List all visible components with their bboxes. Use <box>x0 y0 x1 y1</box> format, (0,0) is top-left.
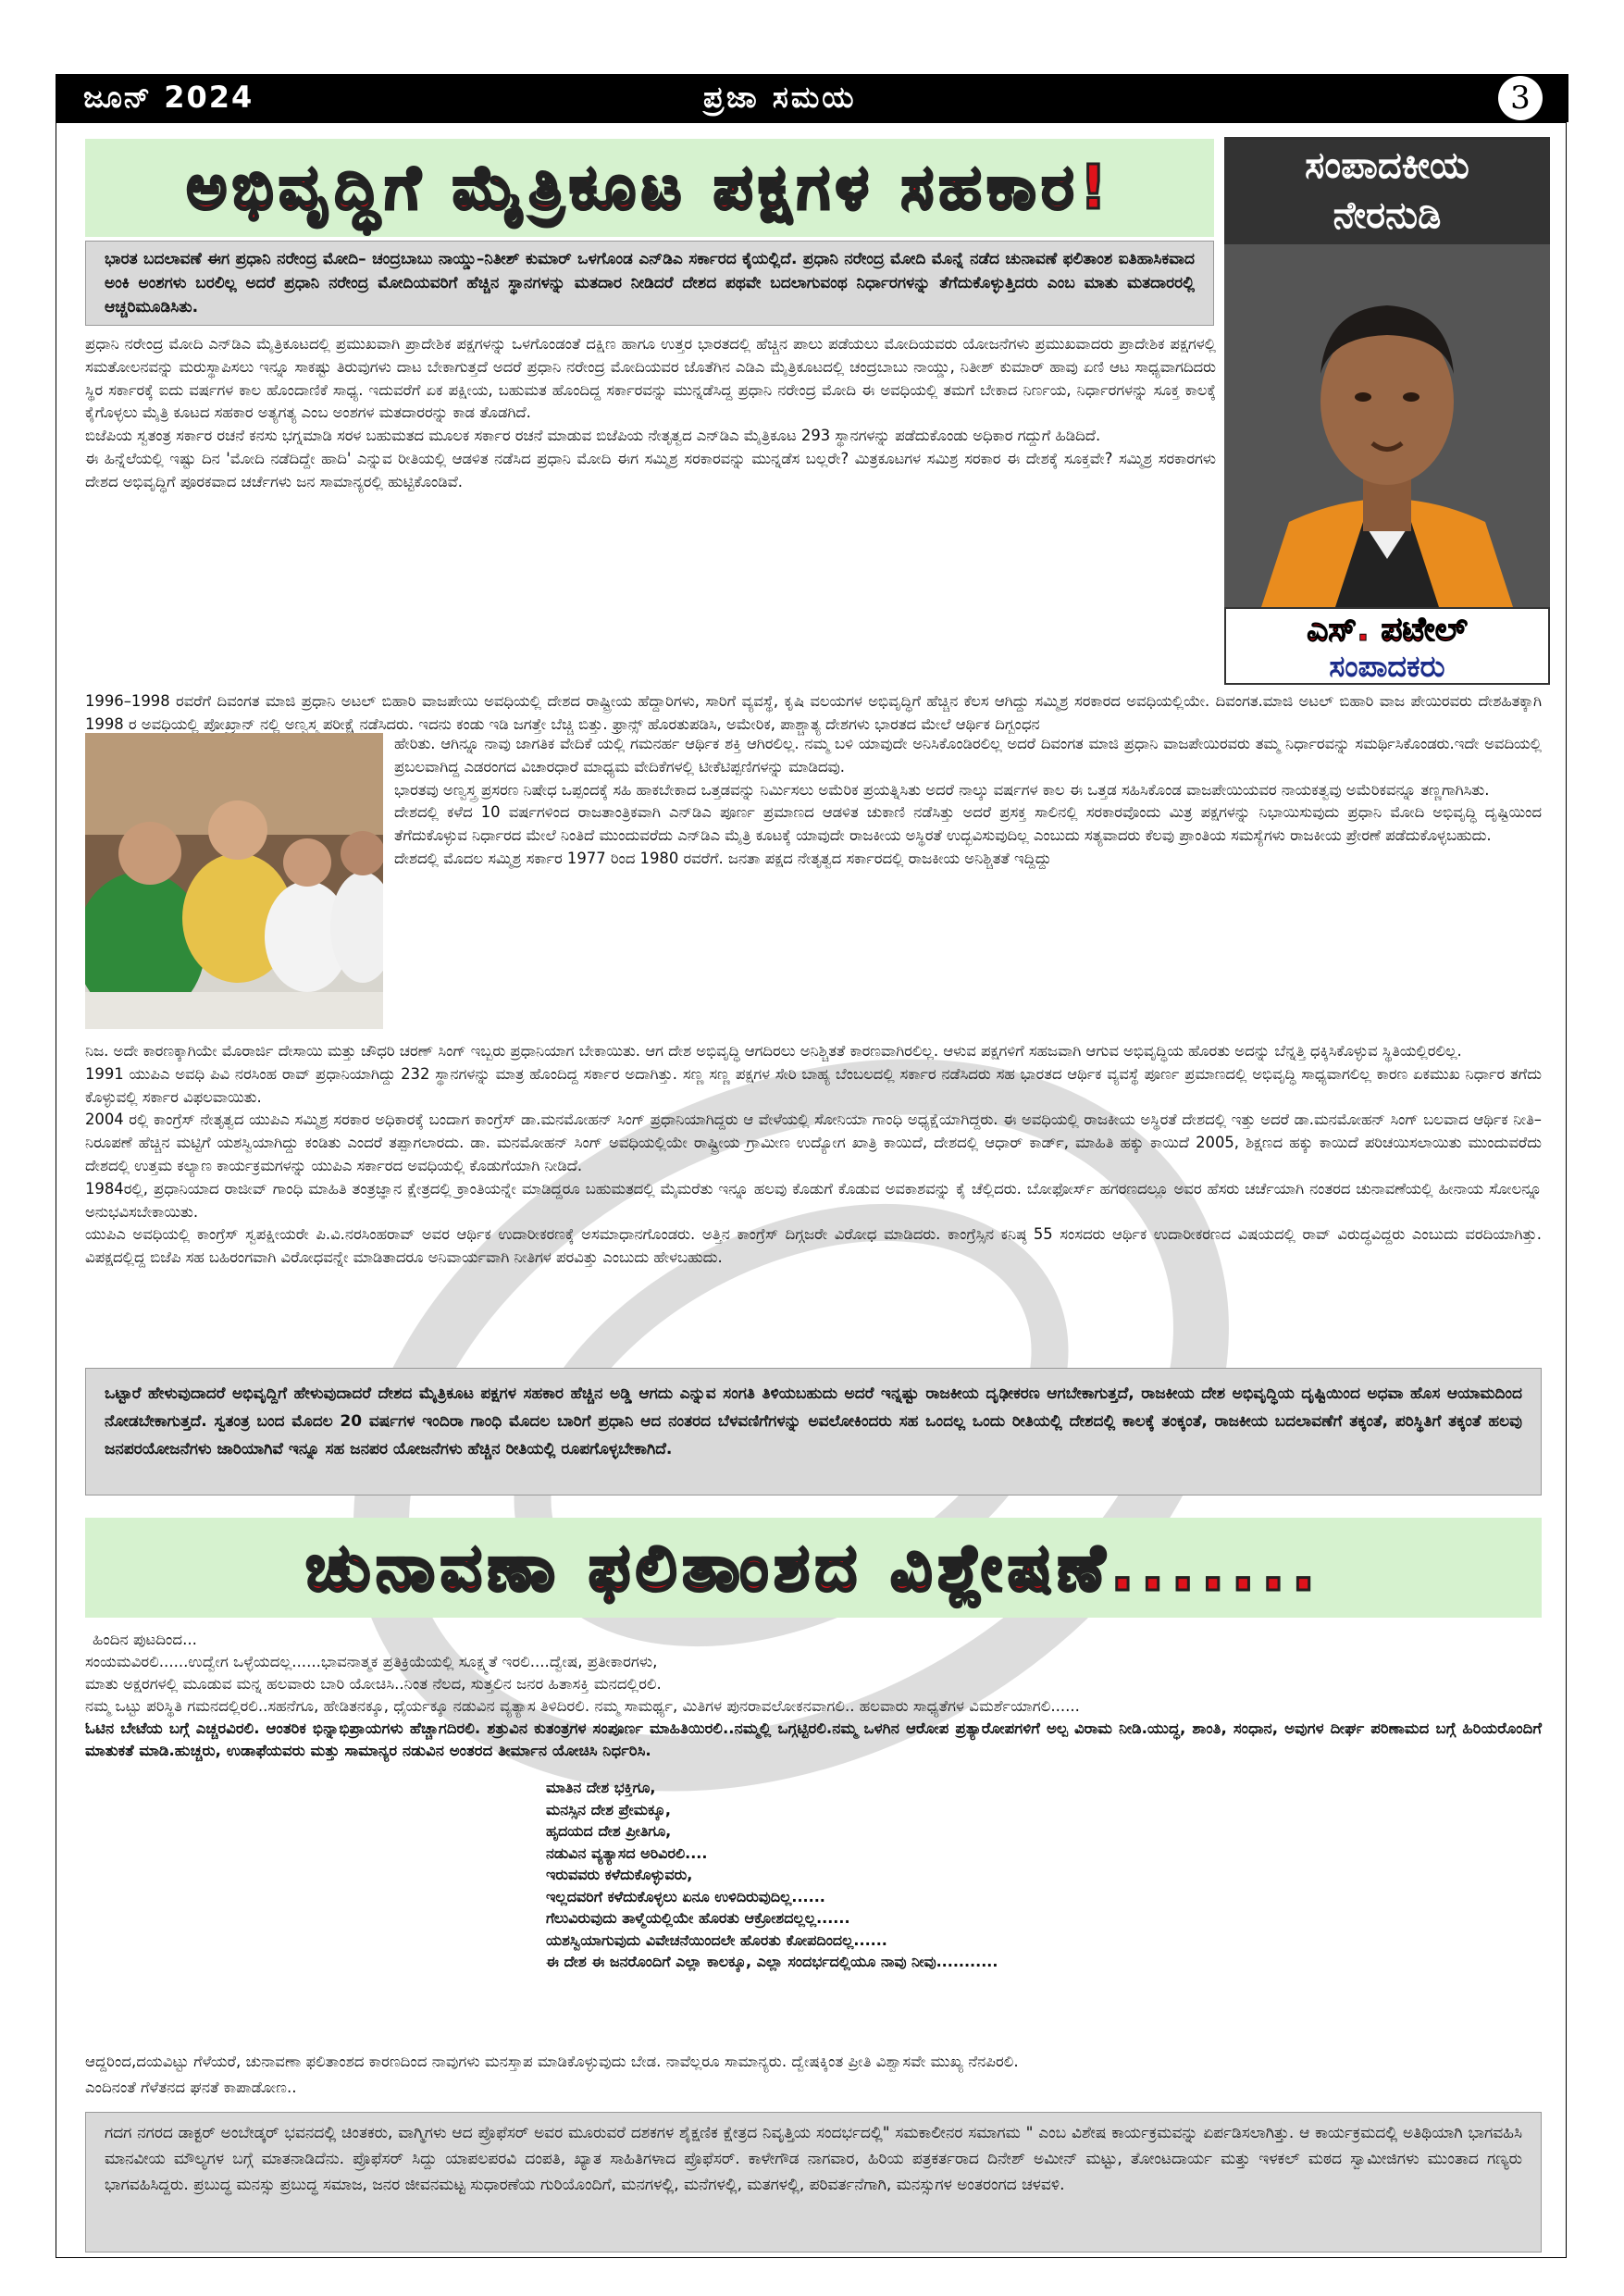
main-headline: ಅಭಿವೃದ್ಧಿಗೆ ಮೈತ್ರಿಕೂಟ ಪಕ್ಷಗಳ ಸಹಕಾರ! <box>85 139 1214 237</box>
paragraph: ಆದ್ದರಿಂದ,ದಯವಿಟ್ಟು ಗೆಳೆಯರೆ, ಚುನಾವಣಾ ಫಲಿತಾಂಶದ ಕಾರಣದಿಂದ ನಾವುಗಳು ಮನಸ್ತಾಪ ಮಾಡಿಕೊಳ್ಳುವುದು ಬೇಡ. ನಾವೆಲ್ಲರೂ ಸಾಮಾನ್ಯರು. ದ್ವೇಷಕ್ಕಿಂತ ಪ್ರೀತಿ ವಿಶ್ವಾಸವೇ ಮುಖ್ಯ ನೆನಪಿರಲಿ. <box>85 2053 1019 2070</box>
page-number: 3 <box>1498 76 1543 120</box>
poem-line: ಮನಸ್ಸಿನ ದೇಶ ಪ್ರೇಮಕ್ಕೂ, <box>546 1800 671 1818</box>
paragraph: ದೇಶದಲ್ಲಿ ಕಳೆದ 10 ವರ್ಷಗಳಿಂದ ರಾಜತಾಂತ್ರಿಕವಾಗಿ ಎನ್‌ಡಿಎ ಪೂರ್ಣ ಪ್ರಮಾಣದ ಆಡಳಿತ ಚುಕಾಣಿ ನಡೆಸಿತ್ತು ಅದರೆ ಪ್ರಸಕ್ತ ಸಾಲಿನಲ್ಲಿ ಸರಕಾರವೊಂದು ಮಿತ್ರ ಪಕ್ಷಗಳನ್ನು ನಿಭಾಯಿಸುವುದು ಪ್ರಧಾನಿ ಮೋದಿ ಅಭಿವೃದ್ಧಿ ದೃಷ್ಟಿಯಿಂದ ತೆಗೆದುಕೊಳ್ಳುವ ನಿರ್ಧಾರದ ಮೇಲೆ ನಿಂತಿದೆ ಮುಂದುವರೆದು ಎನ್‌ಡಿಎ ಮೈತ್ರಿ ಕೂಟಕ್ಕೆ ಯಾವುದೇ ರಾಜಕೀಯ ಅಸ್ಥಿರತೆ ಉದ್ಭವಿಸುವುದಿಲ್ಲ ಎಂಬುದು ಸತ್ಯವಾದರು ಕೆಲವು ಪ್ರಾಂತಿಯ ಸಮಸ್ಯೆಗಳು ರಾಜಕೀಯ ಪ್ರೇರಣೆ ಪಡೆದುಕೊಳ್ಳಬಹುದು. <box>394 803 1542 845</box>
paragraph: ಬಿಜೆಪಿಯ ಸ್ವತಂತ್ರ ಸರ್ಕಾರ ರಚನೆ ಕನಸು ಭಗ್ನಮಾಡಿ ಸರಳ ಬಹುಮತದ ಮೂಲಕ ಸರ್ಕಾರ ರಚನೆ ಮಾಡುವ ಬಿಜೆಪಿಯ ನೇತೃತ್ವದ ಎನ್‌ಡಿಎ ಮೈತ್ರಿಕೂಟ 293 ಸ್ಥಾನಗಳನ್ನು ಪಡೆದುಕೊಂಡು ಅಧಿಕಾರ ಗದ್ದುಗೆ ಹಿಡಿದಿದೆ. <box>85 427 1101 445</box>
poem-line: ಗೆಲುವಿರುವುದು ತಾಳ್ಮೆಯಲ್ಲಿಯೇ ಹೊರತು ಆಕ್ರೋಶದಲ್ಲಲ್ಲ...... <box>546 1909 850 1927</box>
editorial-sidebar <box>1224 137 1550 685</box>
issue-date: ಜೂನ್ 2024 <box>83 80 254 115</box>
newspaper-name: ಪ್ರಜಾ ಸಮಯ <box>703 80 857 115</box>
editor-name: ಎಸ್. ಪಟೇಲ್ <box>1307 611 1468 649</box>
closing-text <box>85 2049 1542 2101</box>
paragraph: ಈ ಹಿನ್ನೆಲೆಯಲ್ಲಿ ಇಷ್ಟು ದಿನ 'ಮೋದಿ ನಡೆದಿದ್ದೇ ಹಾದಿ' ಎನ್ನುವ ರೀತಿಯಲ್ಲಿ ಆಡಳಿತ ನಡೆಸಿದ ಪ್ರಧಾನಿ ಮೋದಿ ಈಗ ಸಮ್ಮಿಶ್ರ ಸರಕಾರವನ್ನು ಮುನ್ನಡೆಸ ಬಲ್ಲರೇ? ಮಿತ್ರಕೂಟಗಳ ಸಮಿಶ್ರ ಸರಕಾರ ಈ ದೇಶಕ್ಕೆ ಸೂಕ್ತವೇ? ಸಮ್ಮಿಶ್ರ ಸರಕಾರಗಳು ದೇಶದ ಅಭಿವೃದ್ಧಿಗೆ ಪೂರಕವಾದ ಚರ್ಚೆಗಳು ಜನ ಸಾಮಾನ್ಯರಲ್ಲಿ ಹುಟ್ಟಿಕೊಂಡಿವೆ. <box>85 449 1216 490</box>
poem-line: ಇಲ್ಲದವರಿಗೆ ಕಳೆದುಕೊಳ್ಳಲು ಏನೂ ಉಳಿದಿರುವುದಿಲ್ಲ...... <box>546 1887 825 1905</box>
second-headline: ಚುನಾವಣಾ ಫಲಿತಾಂಶದ ವಿಶ್ಲೇಷಣೆ....... <box>85 1518 1542 1618</box>
sidebar-title-line1: ಸಂಪಾದಕೀಯ <box>1305 144 1469 187</box>
sidebar-title-line2: ನೇರನುಡಿ <box>1333 194 1442 237</box>
analysis-article <box>85 1629 1542 1762</box>
paragraph: 1991 ಯುಪಿಎ ಅವಧಿ ಪಿವಿ ನರಸಿಂಹ ರಾವ್ ಪ್ರಧಾನಿಯಾಗಿದ್ದು 232 ಸ್ಥಾನಗಳನ್ನು ಮಾತ್ರ ಹೊಂದಿದ್ದ ಸರ್ಕಾರ ಅದಾಗಿತ್ತು. ಸಣ್ಣ ಸಣ್ಣ ಪಕ್ಷಗಳ ಸೇರಿ ಬಾಹ್ಯ ಬೆಂಬಲದಲ್ಲಿ ಸರ್ಕಾರ ನಡೆಸಿದರು ಸಹ ಭಾರತದ ಆರ್ಥಿಕ ವ್ಯವಸ್ಥೆ ಪೂರ್ಣ ಪ್ರಮಾಣದಲ್ಲಿ ಅಭಿವೃದ್ಧಿ ಸಾಧ್ಯವಾಗಲಿಲ್ಲ ಕಾರಣ ಏಕಮುಖ ನಿರ್ಧಾರ ತಗೆದು ಕೊಳ್ಳುವಲ್ಲಿ ಸರ್ಕಾರ ವಿಫಲವಾಯಿತು. <box>85 1064 1542 1106</box>
poem <box>546 1777 998 1973</box>
poem-line: ಯಶಸ್ವಿಯಾಗುವುದು ವಿವೇಚನೆಯಿಂದಲೇ ಹೊರತು ಕೋಪದಿಂದಲ್ಲ...... <box>546 1930 887 1949</box>
poem-line: ಹೃದಯದ ದೇಶ ಪ್ರೀತಿಗೂ, <box>546 1822 672 1840</box>
poem-line: ನಡುವಿನ ವ್ಯತ್ಯಾಸದ ಅರಿವಿರಲಿ.... <box>546 1843 708 1862</box>
paragraph: ಯುಪಿಎ ಅವಧಿಯಲ್ಲಿ ಕಾಂಗ್ರೆಸ್ ಸ್ವಪಕ್ಷೀಯರೇ ಪಿ.ವಿ.ನರಸಿಂಹರಾವ್ ಅವರ ಆರ್ಥಿಕ ಉದಾರೀಕರಣಕ್ಕೆ ಅಸಮಾಧಾನಗೊಂಡರು. ಅತ್ತಿನ ಕಾಂಗ್ರೆಸ್ ದಿಗ್ಗಜರೇ ವಿರೋಧ ಮಾಡಿದರು. ಕಾಂಗ್ರೆಸ್ಸಿನ ಕನಿಷ್ಠ 55 ಸಂಸದರು ಆರ್ಥಿಕ ಉದಾರೀಕರಣದ ವಿಷಯದಲ್ಲಿ ರಾವ್ ವಿರುದ್ಧವಿದ್ದರು ಎಂಬುದು ವರದಿಯಾಗಿತ್ತು. ವಿಪಕ್ಷದಲ್ಲಿದ್ದ ಬಿಜೆಪಿ ಸಹ ಬಹಿರಂಗವಾಗಿ ವಿರೋಧವನ್ನೇ ಮಾಡಿತಾದರೂ ಅನಿವಾರ್ಯವಾಗಿ ನೀತಿಗಳ ಪರವಿತ್ತು ಎಂಬುದು ಹೇಳಬಹುದು. <box>85 1225 1542 1267</box>
paragraph: ನಿಜ. ಅದೇ ಕಾರಣಕ್ಕಾಗಿಯೇ ಮೊರಾರ್ಜಿ ದೇಸಾಯಿ ಮತ್ತು ಚೌಧರಿ ಚರಣ್ ಸಿಂಗ್ ಇಬ್ಬರು ಪ್ರಧಾನಿಯಾಗ ಬೇಕಾಯಿತು. ಆಗ ದೇಶ ಅಭಿವೃದ್ಧಿ ಆಗದಿರಲು ಅನಿಶ್ಚಿತತೆ ಕಾರಣವಾಗಿರಲಿಲ್ಲ. ಆಳುವ ಪಕ್ಷಗಳಿಗೆ ಸಹಜವಾಗಿ ಆಗುವ ಅಭಿವೃದ್ಧಿಯ ಹೊರತು ಅದನ್ನು ಬೆನ್ನತ್ತಿ ಧಕ್ಕಿಸಿಕೊಳ್ಳುವ ಸ್ಥಿತಿಯಲ್ಲಿರಲಿಲ್ಲ. <box>85 1042 1462 1060</box>
paragraph: ಹೇರಿತು. ಆಗಿನ್ನೂ ನಾವು ಜಾಗತಿಕ ವೇದಿಕೆ ಯಲ್ಲಿ ಗಮನರ್ಹ ಆರ್ಥಿಕ ಶಕ್ತಿ ಆಗಿರಲಿಲ್ಲ. ನಮ್ಮ ಬಳಿ ಯಾವುದೇ ಅನಿಸಿಕೊಂಡಿರಲಿಲ್ಲ ಅದರೆ ದಿವಂಗತ ಮಾಜಿ ಪ್ರಧಾನಿ ವಾಜಪೇಯಿರವರು ತಮ್ಮ ನಿರ್ಧಾರವನ್ನು ಸಮರ್ಥಿಸಿಕೊಂಡರು.ಇದೇ ಅವದಿಯಲ್ಲಿ ಪ್ರಬಲವಾಗಿದ್ದ ಎಡರಂಗದ ವಿಚಾರಧಾರೆ ಮಾಧ್ಯಮ ವೇದಿಕೆಗಳಲ್ಲಿ ಟೀಕೆಟಿಪ್ಪಣಿಗಳನ್ನು ಮಾಡಿದವು. <box>394 735 1542 776</box>
article-body-beside-photo <box>394 733 1542 871</box>
paragraph: 2004 ರಲ್ಲಿ ಕಾಂಗ್ರೆಸ್ ನೇತೃತ್ವದ ಯುಪಿಎ ಸಮ್ಮಿಶ್ರ ಸರಕಾರ ಅಧಿಕಾರಕ್ಕೆ ಬಂದಾಗ ಕಾಂಗ್ರೆಸ್ ಡಾ.ಮನಮೋಹನ್ ಸಿಂಗ್ ಪ್ರಧಾನಿಯಾಗಿದ್ದರು ಆ ವೇಳೆಯಲ್ಲಿ ಸೋನಿಯಾ ಗಾಂಧಿ ಅಧ್ಯಕ್ಷೆಯಾಗಿದ್ದರು. ಈ ಅವಧಿಯಲ್ಲಿ ರಾಜಕೀಯ ಅಸ್ಥಿರತೆ ದೇಶದಲ್ಲಿ ಇತ್ತು ಅದರೆ ಡಾ.ಮನಮೋಹನ್ ಸಿಂಗ್ ಬಲವಾದ ಆರ್ಥಿಕ ನೀತಿ–ನಿರೂಪಣೆ ಹೆಚ್ಚಿನ ಮಟ್ಟಿಗೆ ಯಶಸ್ವಿಯಾಗಿದ್ದು ಕಂಡಿತು ಎಂದರೆ ತಪ್ಪಾಗಲಾರದು. ಡಾ. ಮನಮೋಹನ್ ಸಿಂಗ್ ಅವಧಿಯಲ್ಲಿಯೇ ರಾಷ್ಟ್ರೀಯ ಗ್ರಾಮೀಣ ಉದ್ಯೋಗ ಖಾತ್ರಿ ಕಾಯಿದೆ, ದೇಶದಲ್ಲಿ ಆಧಾರ್ ಕಾರ್ಡ್, ಮಾಹಿತಿ ಹಕ್ಕು ಕಾಯಿದೆ 2005, ಶಿಕ್ಷಣದ ಹಕ್ಕು ಕಾಯಿದೆ ಪರಿಚಯಿಸಲಾಯಿತು ಮುಂದುವರೆದು ದೇಶದಲ್ಲಿ ಉತ್ತಮ ಕಲ್ಯಾಣ ಕಾರ್ಯಕ್ರಮಗಳನ್ನು ಯುಪಿಎ ಸರ್ಕಾರದ ಅವಧಿಯಲ್ಲಿ ಕೊಡುಗೆಯಾಗಿ ನೀಡಿದೆ. <box>85 1111 1542 1174</box>
article-body-bottom <box>85 1040 1542 1270</box>
paragraph: ಸಂಯಮವಿರಲಿ......ಉದ್ವೇಗ ಒಳ್ಳೆಯದಲ್ಲ......ಭಾವನಾತ್ಮಕ ಪ್ರತಿಕ್ರಿಯೆಯಲ್ಲಿ ಸೂಕ್ಷ್ಮತೆ ಇರಲಿ....ದ್ವೇಷ, ಪ್ರತೀಕಾರಗಳು, <box>85 1653 658 1670</box>
photo-image <box>85 733 383 1029</box>
summary-box: ಒಟ್ಟಾರೆ ಹೇಳುವುದಾದರೆ ಅಭಿವೃದ್ದಿಗೆ ಹೇಳುವುದಾದರೆ ದೇಶದ ಮೈತ್ರಿಕೂಟ ಪಕ್ಷಗಳ ಸಹಕಾರ ಹೆಚ್ಚಿನ ಅಡ್ಡಿ ಆಗದು ಎನ್ನುವ ಸಂಗತಿ ತಿಳಿಯಬಹುದು ಅದರೆ ಇನ್ನಷ್ಟು ರಾಜಕೀಯ ದೃಢೀಕರಣ ಆಗಬೇಕಾಗುತ್ತದೆ, ರಾಜಕೀಯ ದೇಶ ಅಭಿವೃದ್ಧಿಯ ದೃಷ್ಟಿಯಿಂದ ಅಧವಾ ಹೊಸ ಆಯಾಮದಿಂದ ನೋಡಬೇಕಾಗುತ್ತದೆ. ಸ್ವತಂತ್ರ ಬಂದ ಮೊದಲ 20 ವರ್ಷಗಳ ಇಂದಿರಾ ಗಾಂಧಿ ಮೊದಲ ಬಾರಿಗೆ ಪ್ರಧಾನಿ ಆದ ನಂತರದ ಬೆಳವಣಿಗೆಗಳನ್ನು ಅವಲೋಕಿಂದರು ಸಹ ಒಂದಲ್ಲ ಒಂದು ರೀತಿಯಲ್ಲಿ ದೇಶದಲ್ಲಿ ಕಾಲಕ್ಕೆ ತಂಕ್ಕಂತೆ, ರಾಜಕೀಯ ಬದಲಾವಣೆಗೆ ತಕ್ಕಂತೆ, ಪರಿಸ್ಥಿತಿಗೆ ತಕ್ಕಂತೆ ಹಲವು ಜನಪರಯೋಜನೆಗಳು ಜಾರಿಯಾಗಿವೆ ಇನ್ನೂ ಸಹ ಜನಪರ ಯೋಜನೆಗಳು ಹೆಚ್ಚಿನ ರೀತಿಯಲ್ಲಿ ರೂಪಗೊಳ್ಳಬೇಕಾಗಿದೆ. <box>85 1368 1542 1496</box>
paragraph-bold: ಓಟಿನ ಬೇಟೆಯ ಬಗ್ಗೆ ಎಚ್ಚರವಿರಲಿ. ಆಂತರಿಕ ಭಿನ್ನಾಭಿಪ್ರಾಯಗಳು ಹೆಚ್ಚಾಗದಿರಲಿ. ಶತ್ರುವಿನ ಕುತಂತ್ರಗಳ ಸಂಪೂರ್ಣ ಮಾಹಿತಿಯಿರಲಿ..ನಮ್ಮಲ್ಲಿ ಒಗ್ಗಟ್ಟಿರಲಿ.ನಮ್ಮ ಒಳಗಿನ ಆರೋಪ ಪ್ರತ್ಯಾರೋಪಗಳಿಗೆ ಅಲ್ಪ ವಿರಾಮ ನೀಡಿ.ಯುದ್ಧ, ಶಾಂತಿ, ಸಂಧಾನ, ಅವುಗಳ ದೀರ್ಘ ಪರಿಣಾಮದ ಬಗ್ಗೆ ಹಿರಿಯರೊಂದಿಗೆ ಮಾತುಕತೆ ಮಾಡಿ.ಹುಚ್ಚರು, ಉಡಾಫೆಯವರು ಮತ್ತು ಸಾಮಾನ್ಯರ ನಡುವಿನ ಅಂತರದ ತೀರ್ಮಾನ ಯೋಚಿಸಿ ನಿರ್ಧರಿಸಿ. <box>85 1719 1543 1759</box>
editor-portrait <box>1224 244 1550 607</box>
continued-label: ಹಿಂದಿನ ಪುಟದಿಂದ... <box>93 1631 197 1648</box>
poem-line: ಇರುವವರು ಕಳೆದುಕೊಳ್ಳುವರು, <box>546 1866 693 1883</box>
article-body-full <box>85 690 1542 737</box>
paragraph: 1996–1998 ರವರೆಗೆ ದಿವಂಗತ ಮಾಜಿ ಪ್ರಧಾನಿ ಅಟಲ್ ಬಿಹಾರಿ ವಾಜಪೇಯಿ ಅವಧಿಯಲ್ಲಿ ದೇಶದ ರಾಷ್ಟ್ರೀಯ ಹೆದ್ದಾರಿಗಳು, ಸಾರಿಗೆ ವ್ಯವಸ್ಥೆ, ಕೃಷಿ ವಲಯಗಳ ಅಭಿವೃದ್ಧಿಗೆ ಹೆಚ್ಚಿನ ಕೆಲಸ ಆಗಿದ್ದು ಸಮ್ಮಿಶ್ರ ಸರಕಾರದ ಅವಧಿಯಲ್ಲಿಯೇ. ದಿವಂಗತ.ಮಾಜಿ ಅಟಲ್ ಬಿಹಾರಿ ವಾಜ ಪೇಯಿರವರು ದೇಶಹಿತಕ್ಕಾಗಿ 1998 ರ ಅವಧಿಯಲ್ಲಿ ಪೋಖ್ರಾನ್ ನಲ್ಲಿ ಅಣ್ವಸ್ತ್ರ ಪರೀಕ್ಷೆ ನಡೆಸಿದರು. ಇದನು ಕಂಡು ಇಡಿ ಜಗತ್ತೇ ಬೆಚ್ಚಿ ಬಿತ್ತು. ಫ್ರಾನ್ಸ್ ಹೊರತುಪಡಿಸಿ, ಅಮೇರಿಕ, ಪಾಶ್ಚಾತ್ಯ ದೇಶಗಳು ಭಾರತದ ಮೇಲೆ ಆರ್ಥಿಕ ದಿಗ್ಬಂಧನ <box>85 692 1542 733</box>
poem-line: ಮಾತಿನ ದೇಶ ಭಕ್ತಿಗೂ, <box>546 1779 656 1796</box>
editor-signature <box>1224 607 1550 685</box>
paragraph: ನಮ್ಮ ಒಟ್ಟು ಪರಿಸ್ಥಿತಿ ಗಮನದಲ್ಲಿರಲಿ..ಸಹನೆಗೂ, ಹೇಡಿತನಕ್ಕೂ, ಧೈರ್ಯಕ್ಕೂ ನಡುವಿನ ವ್ಯತ್ಯಾಸ ತಿಳಿದಿರಲಿ. ನಮ್ಮ ಸಾಮರ್ಥ್ಯ, ಮಿತಿಗಳ ಪುನರಾವಲೋಕನವಾಗಲಿ.. ಹಲವಾರು ಸಾಧ್ಯತೆಗಳ ವಿಮರ್ಶೆಯಾಗಲಿ...... <box>85 1697 1080 1715</box>
editor-role: ಸಂಪಾದಕರು <box>1329 649 1445 684</box>
paragraph: ದೇಶದಲ್ಲಿ ಮೊದಲ ಸಮ್ಮಿಶ್ರ ಸರ್ಕಾರ 1977 ರಿಂದ 1980 ರವರೆಗೆ. ಜನತಾ ಪಕ್ಷದ ನೇತೃತ್ವದ ಸರ್ಕಾರದಲ್ಲಿ ರಾಜಕೀಯ ಅನಿಶ್ಚಿತತೆ ಇದ್ದಿದ್ದು <box>394 849 1052 867</box>
event-box: ಗದಗ ನಗರದ ಡಾಕ್ಟರ್ ಅಂಬೇಡ್ಕರ್ ಭವನದಲ್ಲಿ ಚಿಂತಕರು, ವಾಗ್ಮಿಗಳು ಆದ ಪ್ರೊಫೆಸರ್ ಅವರ ಮೂರುವರೆ ದಶಕಗಳ ಶೈಕ್ಷಣಿಕ ಕ್ಷೇತ್ರದ ನಿವೃತ್ತಿಯ ಸಂದರ್ಭದಲ್ಲಿ" ಸಮಕಾಲೀನರ ಸಮಾಗಮ " ಎಂಬ ವಿಶೇಷ ಕಾರ್ಯಕ್ರಮವನ್ನು ಏರ್ಪಡಿಸಲಾಗಿತ್ತು. ಆ ಕಾರ್ಯಕ್ರಮದಲ್ಲಿ ಅತಿಥಿಯಾಗಿ ಭಾಗವಹಿಸಿ ಮಾನವೀಯ ಮೌಲ್ಯಗಳ ಬಗ್ಗೆ ಮಾತನಾಡಿದೆನು. ಪ್ರೊಫೆಸರ್ ಸಿದ್ದು ಯಾಪಲಪರವಿ ದಂಪತಿ, ಖ್ಯಾತ ಸಾಹಿತಿಗಳಾದ ಪ್ರೊಫೆಸರ್. ಕಾಳೇಗೌಡ ನಾಗವಾರ, ಹಿರಿಯ ಪತ್ರಕರ್ತರಾದ ದಿನೇಶ್ ಅಮೀನ್ ಮಟ್ಟು, ತೋಂಟದಾರ್ಯ ಮತ್ತು ಇಳಕಲ್ ಮಠದ ಸ್ವಾಮೀಜಿಗಳು ಮುಂತಾದ ಗಣ್ಯರು ಭಾಗವಹಿಸಿದ್ದರು. ಪ್ರಬುದ್ಧ ಮನಸ್ಸು ಪ್ರಬುದ್ಧ ಸಮಾಜ, ಜನರ ಜೀವನಮಟ್ಟ ಸುಧಾರಣೆಯ ಗುರಿಯೊಂದಿಗೆ, ಮನಗಳಲ್ಲಿ, ಮನೆಗಳಲ್ಲಿ, ಮತಗಳಲ್ಲಿ, ಪರಿವರ್ತನೆಗಾಗಿ, ಮನಸ್ಸುಗಳ ಅಂತರಂಗದ ಚಳವಳಿ. <box>85 2112 1542 2253</box>
page-header <box>56 74 1568 122</box>
paragraph: 1984ರಲ್ಲಿ, ಪ್ರಧಾನಿಯಾದ ರಾಜೀವ್ ಗಾಂಧಿ ಮಾಹಿತಿ ತಂತ್ರಜ್ಞಾನ ಕ್ಷೇತ್ರದಲ್ಲಿ ಕ್ರಾಂತಿಯನ್ನೇ ಮಾಡಿದ್ದರೂ ಬಹುಮತದಲ್ಲಿ ಮೈಮರೆತು ಇನ್ನೂ ಹಲವು ಕೊಡುಗೆ ಕೊಡುವ ಅವಕಾಶವನ್ನು ಕೈ ಚೆಲ್ಲಿದರು. ಬೋಫೋರ್ಸ್ ಹಗರಣದಲ್ಲೂ ಅವರ ಹೆಸರು ಚರ್ಚೆಯಾಗಿ ನಂತರದ ಚುನಾವಣೆಯಲ್ಲಿ ಹೀನಾಯ ಸೋಲನ್ನೂ ಅನುಭವಿಸಬೇಕಾಯಿತು. <box>85 1179 1542 1221</box>
portrait-image <box>1224 244 1550 607</box>
intro-box: ಭಾರತ ಬದಲಾವಣೆ ಈಗ ಪ್ರಧಾನಿ ನರೇಂದ್ರ ಮೋದಿ– ಚಂದ್ರಬಾಬು ನಾಯ್ಡು–ನಿತೀಶ್ ಕುಮಾರ್ ಒಳಗೊಂಡ ಎನ್‌ಡಿಎ ಸರ್ಕಾರದ ಕೈಯಲ್ಲಿದೆ. ಪ್ರಧಾನಿ ನರೇಂದ್ರ ಮೋದಿ ಮೊನ್ನೆ ನಡೆದ ಚುನಾವಣೆ ಫಲಿತಾಂಶ ಐತಿಹಾಸಿಕವಾದ ಅಂಕಿ ಅಂಶಗಳು ಬರಲಿಲ್ಲ ಅದರೆ ಪ್ರಧಾನಿ ನರೇಂದ್ರ ಮೋದಿಯವರಿಗೆ ಹೆಚ್ಚಿನ ಸ್ಥಾನಗಳನ್ನು ಮತದಾರ ನೀಡಿದರೆ ದೇಶದ ಪಥವೇ ಬದಲಾಗುವಂಥ ನಿರ್ಧಾರಗಳನ್ನು ತೆಗೆದುಕೊಳ್ಳುತ್ತಿದರು ಎಂಬ ಮಾತು ಮತದಾರರಲ್ಲಿ ಆಚ್ಚರಿಮೂಡಿಸಿತು. <box>85 241 1214 326</box>
paragraph: ಮಾತು ಅಕ್ಷರಗಳಲ್ಲಿ ಮೂಡುವ ಮನ್ನ ಹಲವಾರು ಬಾರಿ ಯೋಚಿಸಿ..ನಿಂತ ನೆಲದ, ಸುತ್ತಲಿನ ಜನರ ಹಿತಾಸಕ್ತಿ ಮನದಲ್ಲಿರಲಿ. <box>85 1675 662 1693</box>
paragraph: ಎಂದಿನಂತೆ ಗೆಳೆತನದ ಘನತೆ ಕಾಪಾಡೋಣ.. <box>85 2079 297 2096</box>
paragraph: ಭಾರತವು ಅಣ್ವಸ್ತ್ರ ಪ್ರಸರಣ ನಿಷೇಧ ಒಪ್ಪಂದಕ್ಕೆ ಸಹಿ ಹಾಕಬೇಕಾದ ಒತ್ತಡವನ್ನು ನಿರ್ಮಿಸಲು ಅಮೆರಿಕ ಪ್ರಯತ್ನಿಸಿತು ಅದರೆ ನಾಲ್ಕು ವರ್ಷಗಳ ಕಾಲ ಈ ಒತ್ತಡ ಸಹಿಸಿಕೊಂಡ ವಾಜಪೇಯಿಯವರ ನಾಯಕತ್ವವು ಅಮೆರಿಕವನ್ನೂ ತಣ್ಣಗಾಗಿಸಿತು. <box>394 780 1490 799</box>
poem-line: ಈ ದೇಶ ಈ ಜನರೊಂದಿಗೆ ಎಲ್ಲಾ ಕಾಲಕ್ಕೂ, ಎಲ್ಲಾ ಸಂದರ್ಭದಲ್ಲಿಯೂ ನಾವು ನೀವು........... <box>546 1953 998 1970</box>
sidebar-title <box>1224 137 1550 244</box>
article-body-top <box>85 333 1216 494</box>
leaders-photo <box>85 733 383 1029</box>
paragraph: ಪ್ರಧಾನಿ ನರೇಂದ್ರ ಮೋದಿ ಎನ್‌ಡಿಎ ಮೈತ್ರಿಕೂಟದಲ್ಲಿ ಪ್ರಮುಖವಾಗಿ ಪ್ರಾದೇಶಿಕ ಪಕ್ಷಗಳನ್ನು ಒಳಗೊಂಡಂತೆ ದಕ್ಷಿಣ ಹಾಗೂ ಉತ್ತರ ಭಾರತದಲ್ಲಿ ಹೆಚ್ಚಿನ ಪಾಲು ಪಡೆಯಲು ಮೋದಿಯವರು ಯೋಜನೆಗಳು ಪ್ರಮುಖವಾದರು ಪ್ರಾದೇಶಿಕ ಪಕ್ಷಗಳಲ್ಲಿ ಸಮತೋಲನವನ್ನು ಮರುಸ್ಥಾಪಿಸಲು ಇನ್ನೂ ಸಾಕಷ್ಟು ತಿರುವುಗಳು ದಾಟ ಬೇಕಾಗುತ್ತದೆ ಅದರೆ ಪ್ರಧಾನಿ ನರೇಂದ್ರ ಮೋದಿಯವರ ಜೊತೆಗಿನ ಎಡಿಎ ಮೈತ್ರಿಕೂಟದಲ್ಲಿ ಚಂದ್ರಬಾಬು ನಾಯ್ಡು, ನಿತೀಶ್ ಕುಮಾರ್ ಹಾವು ಏಣಿ ಆಟ ಸಾಧ್ಯವಾಗದಿದರು ಸ್ಥಿರ ಸರ್ಕಾರಕ್ಕೆ ಐದು ವರ್ಷಗಳ ಕಾಲ ಹೊಂದಾಣಿಕೆ ಸಾಧ್ಯ. ಇದುವರೆಗೆ ಏಕ ಪಕ್ಷೀಯ, ಬಹುಮತ ಹೊಂದಿದ್ದ ಸರ್ಕಾರವನ್ನು ಮುನ್ನಡೆಸಿದ್ದ ಪ್ರಧಾನಿ ನರೇಂದ್ರ ಮೋದಿ ಈ ಅವಧಿಯಲ್ಲಿ ತಮಗೆ ಬೇಕಾದ ನಿರ್ಣಯ, ನಿರ್ಧಾರಗಳನ್ನು ಸೂಕ್ತ ಕಾಲಕ್ಕೆ ಕೈಗೊಳ್ಳಲು ಮೈತ್ರಿ ಕೂಟದ ಸಹಕಾರ ಅತ್ಯಗತ್ಯ ಎಂಬ ಅಂಶಗಳ ಮತದಾರರನ್ನು ಕಾಡ ತೊಡಗಿದೆ. <box>85 335 1216 422</box>
